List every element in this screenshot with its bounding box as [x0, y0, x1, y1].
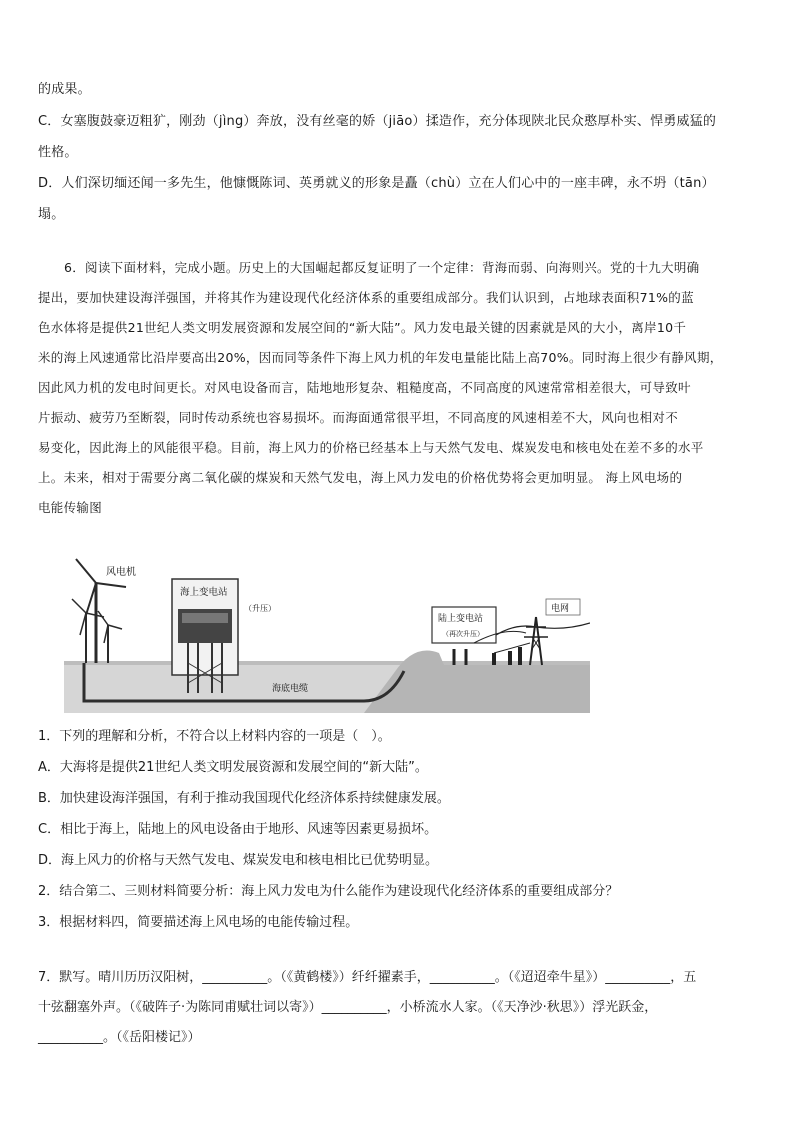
question-1-option-d: D．海上风力的价格与天然气发电、煤炭发电和核电相比已优势明显。 — [38, 853, 439, 868]
passage-line: 片振动、疲劳乃至断裂，同时传动系统也容易损坏。而海面通常很平坦，不同高度的风速相差不大，风向也相对不 — [38, 410, 679, 425]
question-3: 3．根据材料四，简要描述海上风电场的电能传输过程。 — [38, 915, 359, 930]
wind-turbine-label: 风电机 — [106, 567, 136, 578]
question-1: 1．下列的理解和分析，不符合以上材料内容的一项是（ ）。 — [38, 729, 391, 744]
passage-line: 提出，要加快建设海洋强国，并将其作为建设现代化经济体系的重要组成部分。我们认识到，占地球表面积71%的蓝 — [38, 290, 694, 305]
power-pylon-icon — [524, 617, 548, 665]
question-2: 2．结合第二、三则材料简要分析：海上风力发电为什么能作为建设现代化经济体系的重要组成部分？ — [38, 884, 619, 899]
question-7-line: __________。（《岳阳楼记》） — [38, 1030, 201, 1045]
passage-line: 因此风力机的发电时间更长。对风电设备而言，陆地地形复杂、粗糙度高，不同高度的风速常常相差很大，可导致叶 — [38, 380, 691, 395]
option-d-line-1: D．人们深切缅还闻一多先生，他慷慨陈词、英勇就义的形象是矗（chù）立在人们心中的一座丰碑，永不坍（tān） — [38, 176, 715, 191]
passage-line: 上。未来，相对于需要分离二氧化碳的煤炭和天然气发电，海上风力发电的价格优势将会更加明显。 海上风电场的 — [38, 470, 683, 485]
power-line — [496, 623, 590, 635]
passage-line: 易变化，因此海上的风能很平稳。目前，海上风力的价格已经基本上与天然气发电、煤炭发电和核电处在差不多的水平 — [38, 440, 704, 455]
question-1-option-b: B．加快建设海洋强国，有利于推动我国现代化经济体系持续健康发展。 — [38, 791, 450, 806]
grid-label: 电网 — [551, 604, 570, 614]
offshore-substation-label: 海上变电站 — [180, 587, 228, 598]
question-1-option-a: A．大海将是提供21世纪人类文明发展资源和发展空间的“新大陆”。 — [38, 760, 428, 775]
subsea-cable-label: 海底电缆 — [272, 684, 309, 694]
question-7-line: 7．默写。晴川历历汉阳树，__________。（《黄鹤楼》）纤纤擢素手，__________。（《迢迢牵牛星》）__________，五 — [38, 970, 697, 985]
answer-tail: 的成果。 — [38, 82, 91, 97]
passage-line: 电能传输图 — [38, 500, 103, 515]
passage-line: 色水体将是提供21世纪人类文明发展资源和发展空间的“新大陆”。风力发电最关键的因素就是风的大小，离岸10千 — [38, 320, 687, 335]
question-1-option-c: C．相比于海上，陆地上的风电设备由于地形、风速等因素更易损坏。 — [38, 822, 438, 837]
offshore-substation-sub: （升压） — [244, 604, 276, 613]
option-c-line-1: C．女塞腹鼓豪迈粗犷，刚劲（jìng）奔放，没有丝毫的娇（jiāo）揉造作，充分体现陕北民众憨厚朴实、悍勇威猛的 — [38, 114, 717, 129]
option-c-line-2: 性格。 — [38, 145, 78, 160]
question-7 — [38, 963, 760, 1053]
option-d-line-2: 塌。 — [38, 207, 65, 222]
onshore-substation-label: 陆上变电站 — [438, 614, 484, 624]
passage-line: 米的海上风速通常比沿岸要高出20%，因而同等条件下海上风力机的年发电量能比陆上高70%。同时海上很少有静风期， — [38, 350, 723, 365]
onshore-substation-sub: （再次升压） — [442, 630, 484, 638]
question-7-line: 十弦翻塞外声。（《破阵子·为陈同甫赋壮词以寄》）__________，小桥流水人家。（《天净沙·秋思》）浮光跃金， — [38, 1000, 658, 1015]
question-6-passage — [38, 253, 760, 523]
offshore-wind-transmission-diagram — [64, 553, 590, 713]
passage-line: 6．阅读下面材料，完成小题。历史上的大国崛起都反复证明了一个定律：背海而弱、向海则兴。党的十九大明确 — [64, 260, 700, 275]
